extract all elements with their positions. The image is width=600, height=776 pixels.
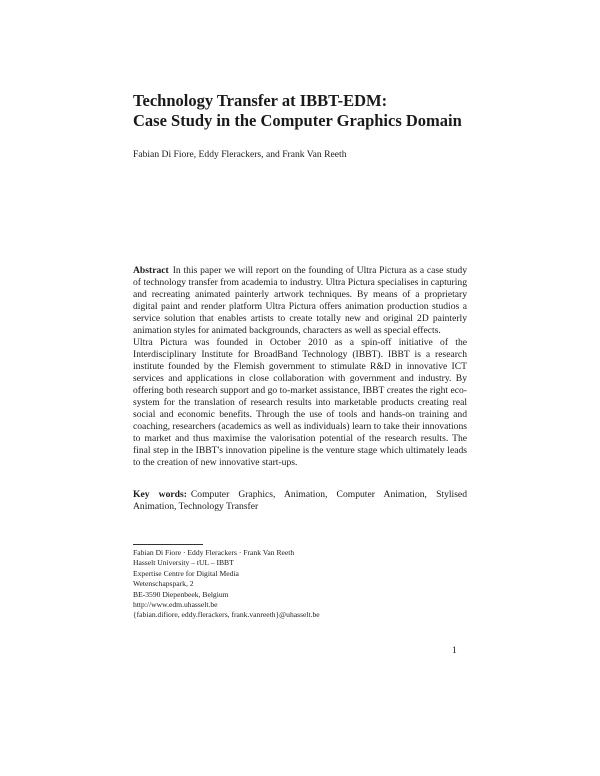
keywords-label: Key words: <box>133 489 187 500</box>
keywords-section <box>133 489 467 513</box>
footnote-street: Wetenschapspark, 2 <box>133 579 194 589</box>
author-list: Fabian Di Fiore, Eddy Flerackers, and Frank Van Reeth <box>133 149 347 160</box>
footnote-divider <box>133 544 203 545</box>
footnote-authors: Fabian Di Fiore · Eddy Flerackers · Frank Van Reeth <box>133 548 295 557</box>
abstract-paragraph-2: Ultra Pictura was founded in October 2010 as a spin-off initiative of the Interdisciplinary Institute for BroadBand Technology (IBBT). IBBT is a research institute founded by the Flemish government to stimulate R&D in innovative ICT services and applications in close collaboration with government and industry. By offering both research support and go to-market assistance, IBBT creates the right eco-system for the translation of research results into marketable products creating real social and economic benefits. Through the use of tools and hands-on training and coaching, researchers (academics as well as individuals) learn to take their innovations to market and thus maximise the valorisation potential of the research results. The final step in the IBBT's innovation pipeline is the venture stage which ultimately leads to the creation of new innovative start-ups. <box>133 337 467 468</box>
page-number: 1 <box>452 645 457 656</box>
footnote-emails[interactable]: {fabian.difiore, eddy.flerackers, frank.vanreeth}@uhasselt.be <box>133 610 320 620</box>
footnote-url[interactable]: http://www.edm.uhasselt.be <box>133 600 218 610</box>
abstract-paragraph-1 <box>133 265 467 337</box>
author-footnote <box>133 548 433 621</box>
title-line-2: Case Study in the Computer Graphics Domain <box>133 111 462 130</box>
footnote-city: BE-3590 Diepenbeek, Belgium <box>133 589 229 599</box>
abstract-text-1: In this paper we will report on the founding of Ultra Pictura as a case study of technology transfer from academia to industry. Ultra Pictura specialises in capturing and recreating animated painterly artwork techniques. By means of a proprietary digital paint and render platform Ultra Pictura offers animation production studios a service solution that enables artists to create totally new and original 2D painterly animation styles for animated backgrounds, characters as well as special effects. <box>133 265 467 336</box>
paper-title <box>133 91 493 131</box>
footnote-affiliation: Hasselt University – tUL – IBBT <box>133 558 234 568</box>
title-line-1: Technology Transfer at IBBT-EDM: <box>133 91 388 110</box>
abstract-label: Abstract <box>133 265 169 276</box>
abstract-section <box>133 265 467 469</box>
keywords-text: Computer Graphics, Animation, Computer Animation, Stylised Animation, Technology Transfer <box>133 489 467 512</box>
footnote-centre: Expertise Centre for Digital Media <box>133 568 239 578</box>
